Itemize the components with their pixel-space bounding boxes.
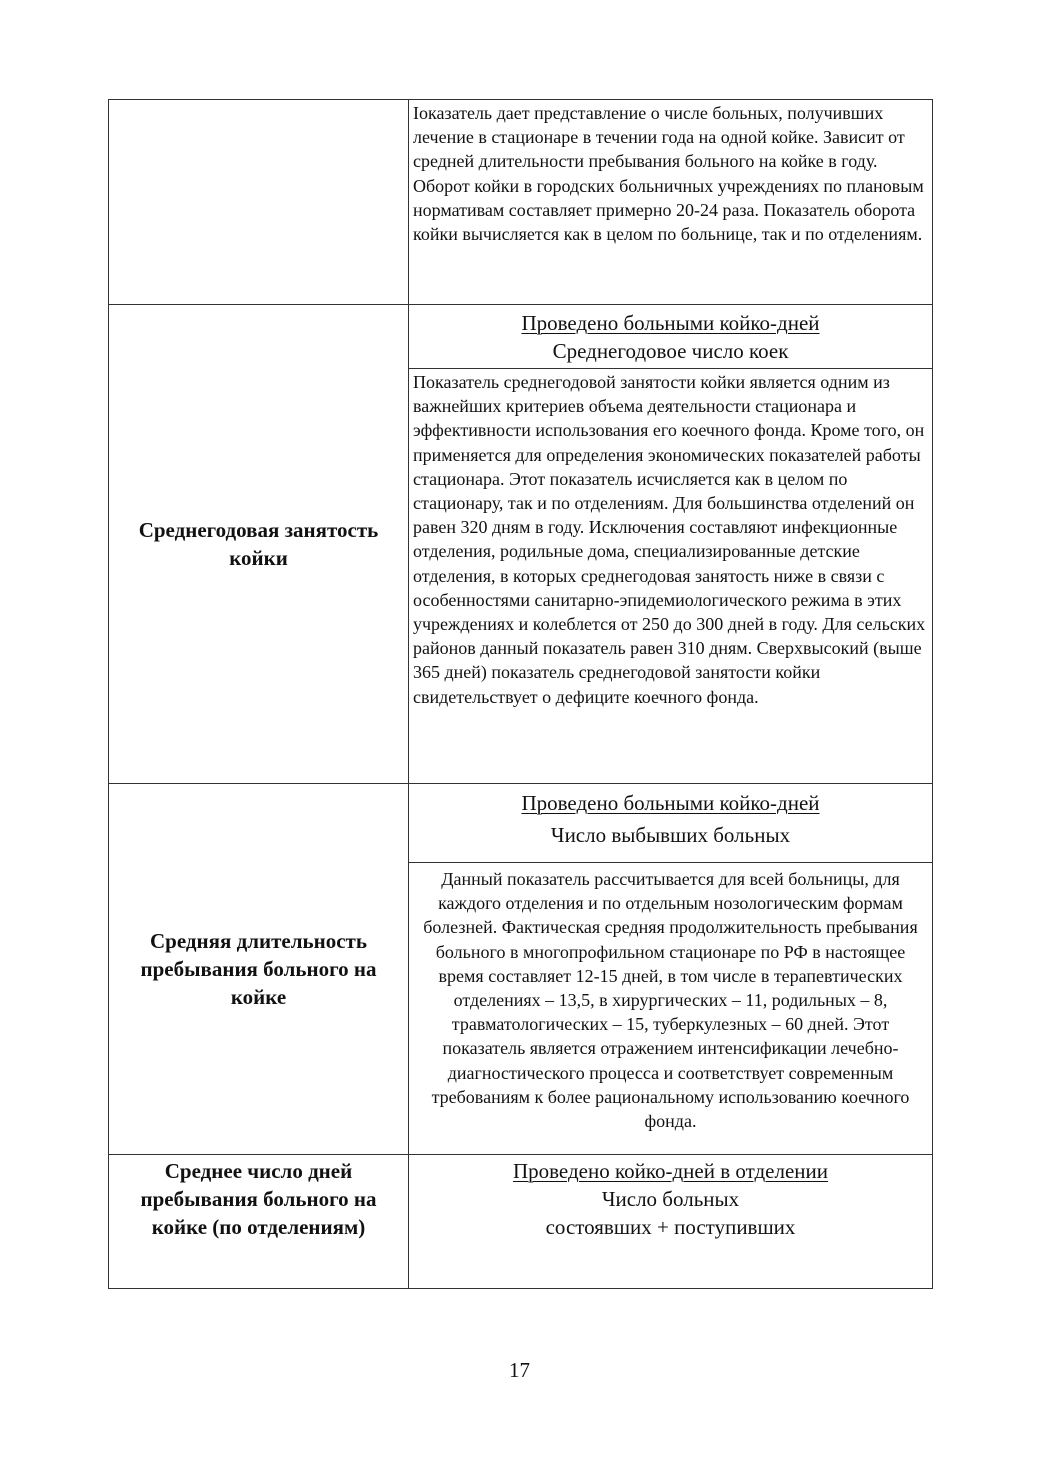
table-row <box>109 305 933 784</box>
table-row <box>109 1155 933 1289</box>
term-cell <box>109 100 409 305</box>
formula-cell <box>409 1155 933 1289</box>
formula-denominator: Среднегодовое число коек <box>552 339 789 363</box>
formula-denominator: Число выбывших больных <box>550 823 791 847</box>
formula <box>409 784 932 863</box>
table-row <box>109 784 933 1155</box>
indicators-table <box>108 99 933 1289</box>
formula <box>409 1155 932 1241</box>
formula-denominator-line2: состоявших + поступивших <box>545 1215 796 1239</box>
description-text: Іоказатель дает представление о числе больных, получивших лечение в стационаре в течении года на одной койке. Зависит от средней длительности пребывания больного на койке в году. Оборот койки в городских больничных учреждениях по плановым нормативам составляет примерно 20-24 раза. Показатель оборота койки вычисляется как в целом по больнице, так и по отделениям. <box>413 103 924 245</box>
formula-numerator: Проведено койко-дней в отделении <box>512 1159 829 1183</box>
description-cell <box>409 100 933 305</box>
term-label: Средняя длительность пребывания больного на койке <box>140 929 377 1009</box>
term-cell <box>109 784 409 1155</box>
description-text: Показатель среднегодовой занятости койки является одним из важнейших критериев объема деятельности стационара и эффективности использования его коечного фонда. Кроме того, он применяется для определения экономических показателей работы стационара. Этот показатель исчисляется как в целом по стационару, так и по отделениям. Для большинства отделений он равен 320 дням в году. Исключения составляют инфекционные отделения, родильные дома, специализированные детские отделения, в которых среднегодовая занятость ниже в связи с особенностями санитарно-эпидемиологического режима в этих учреждениях и колеблется от 250 до 300 дней в году. Для сельских районов данный показатель равен 310 дням. Сверхвысокий (выше 365 дней) показатель среднегодовой занятости койки свидетельствует о дефиците коечного фонда. <box>413 372 926 707</box>
formula-numerator: Проведено больными койко-дней <box>521 311 820 335</box>
table-row <box>109 100 933 305</box>
formula-denominator-line1: Число больных <box>601 1187 740 1211</box>
term-label: Среднегодовая занятость койки <box>138 518 379 570</box>
formula-description-cell <box>409 784 933 1155</box>
term-cell <box>109 1155 409 1289</box>
description-text: Данный показатель рассчитывается для всей больницы, для каждого отделения и по отдельным нозологическим формам болезней. Фактическая средняя продолжительность пребывания больного в многопрофильном стационаре по РФ в настоящее время составляет 12-15 дней, в том числе в терапевтических отделениях – 13,5, в хирургических – 11, родильных – 8, травматологических – 15, туберкулезных – 60 дней. Этот показатель является отражением интенсификации лечебно-диагностического процесса и соответствует современным требованиям к более рациональному использованию коечного фонда. <box>423 869 918 1132</box>
formula-numerator: Проведено больными койко-дней <box>521 791 820 815</box>
page-number: 17 <box>509 1358 530 1382</box>
term-label: Среднее число дней пребывания больного на койке (по отделениям) <box>140 1159 377 1239</box>
formula <box>409 305 932 369</box>
formula-description-cell <box>409 305 933 784</box>
term-cell <box>109 305 409 784</box>
